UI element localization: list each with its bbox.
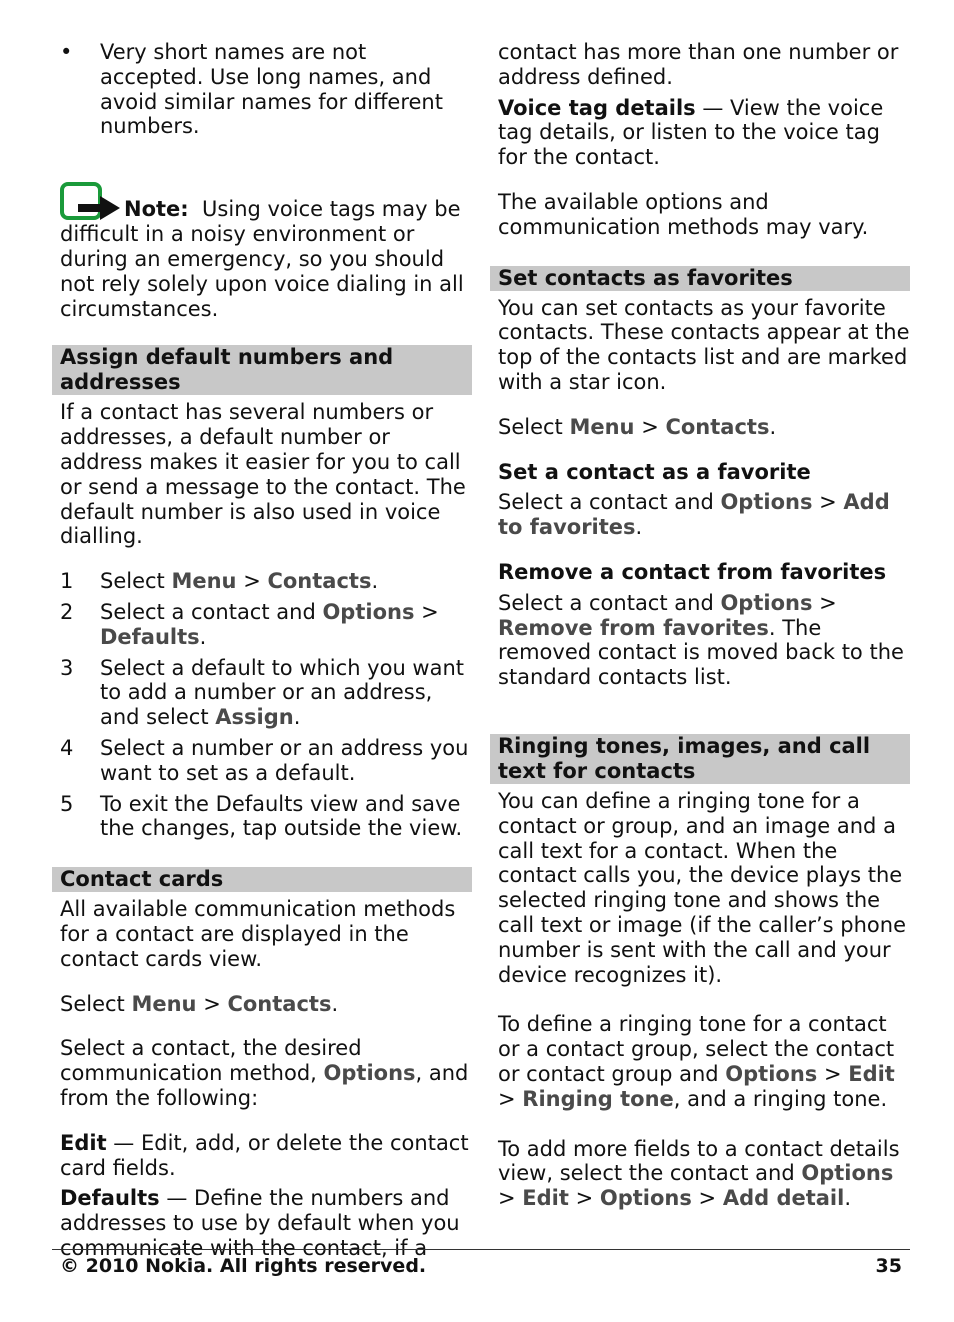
heading-assign-defaults: Assign default numbers and addresses bbox=[52, 345, 472, 395]
heading-contact-cards: Contact cards bbox=[52, 867, 472, 892]
options-term: Options bbox=[725, 1061, 818, 1086]
step-text: Select a default to which you want to add a number or an address, and select Assign. bbox=[100, 655, 465, 730]
ringing-intro: You can define a ringing tone for a contact or group, and an image and a call text for a contact. When the contact calls you, the device plays the selected ringing tone and shows the call text or image (if the caller’s phone number is sent with the call and your device recognizes it). bbox=[498, 788, 907, 987]
ringing-define-text: To define a ringing tone for a contact or a contact group, select the contact or contact group and Options > Edit > Ringing tone, and a ringing tone. bbox=[498, 1012, 895, 1111]
menu-term: Menu bbox=[569, 414, 635, 439]
left-column bbox=[52, 40, 472, 1261]
note-label: Note: bbox=[124, 197, 189, 222]
step-number: 1 bbox=[60, 569, 74, 594]
step-row bbox=[60, 569, 472, 594]
remove-from-favorites-term: Remove from favorites bbox=[498, 615, 769, 640]
set-favorite-text: Select a contact and Options > Add to favorites. bbox=[498, 490, 890, 540]
edit-term: Edit bbox=[848, 1061, 895, 1086]
subheading-set-favorite: Set a contact as a favorite bbox=[498, 459, 811, 484]
add-detail-term: Add detail bbox=[722, 1186, 845, 1211]
defaults-term: Defaults bbox=[60, 1186, 160, 1211]
cards-intro: All available communication methods for a contact are displayed in the contact cards view. bbox=[60, 897, 456, 971]
options-term: Options bbox=[720, 590, 813, 615]
contacts-term: Contacts bbox=[267, 569, 372, 594]
note-text: Using voice tags may be difficult in a noisy environment or during an emergency, so you should not rely solely upon voice dialing in all circumstances. bbox=[60, 197, 464, 321]
step-row bbox=[60, 600, 472, 650]
assign-steps bbox=[52, 569, 472, 841]
cards-select-path: Select Menu > Contacts. bbox=[60, 991, 339, 1016]
contacts-term: Contacts bbox=[665, 414, 770, 439]
options-term: Options bbox=[720, 490, 813, 515]
menu-term: Menu bbox=[131, 991, 197, 1016]
page-number: 35 bbox=[875, 1255, 902, 1277]
contacts-term: Contacts bbox=[227, 991, 332, 1016]
bullet-item bbox=[60, 40, 472, 139]
step-text: To exit the Defaults view and save the changes, tap outside the view. bbox=[100, 791, 463, 841]
step-text: Select a contact and Options > Defaults. bbox=[100, 599, 439, 649]
options-term: Options bbox=[322, 599, 415, 624]
edit-term: Edit bbox=[522, 1186, 569, 1211]
step-number: 3 bbox=[60, 655, 74, 680]
step-number: 2 bbox=[60, 599, 74, 624]
options-term: Options bbox=[323, 1061, 416, 1086]
defaults-term: Defaults bbox=[100, 624, 200, 649]
bullet-text: Very short names are not accepted. Use long names, and avoid similar names for different numbers. bbox=[100, 40, 443, 139]
bullet-mark: • bbox=[60, 40, 73, 64]
step-text: Select a number or an address you want to set as a default. bbox=[100, 735, 469, 785]
ringing-tone-term: Ringing tone bbox=[522, 1086, 674, 1111]
voice-tag-definition: Voice tag details — View the voice tag details, or listen to the voice tag for the contact. bbox=[498, 95, 884, 170]
assign-term: Assign bbox=[215, 705, 294, 730]
note-paragraph bbox=[52, 182, 472, 321]
step-number: 4 bbox=[60, 735, 74, 760]
continued-text: contact has more than one number or address defined. bbox=[498, 40, 899, 89]
edit-definition: Edit — Edit, add, or delete the contact card fields. bbox=[60, 1130, 469, 1180]
note-icon bbox=[60, 182, 122, 222]
heading-favorites: Set contacts as favorites bbox=[490, 266, 910, 291]
page-footer bbox=[52, 1249, 910, 1278]
heading-ringing-tones: Ringing tones, images, and call text for contacts bbox=[490, 734, 910, 784]
voice-tag-term: Voice tag details bbox=[498, 95, 696, 120]
remove-favorite-text: Select a contact and Options > Remove from favorites. The removed contact is moved back to the standard contacts list. bbox=[498, 590, 904, 690]
copyright: © 2010 Nokia. All rights reserved. bbox=[60, 1255, 427, 1277]
options-term: Options bbox=[801, 1161, 894, 1186]
step-row bbox=[60, 792, 472, 842]
defaults-definition: Defaults — Define the numbers and addresses to use by default when you communicate with the contact, if a bbox=[60, 1186, 460, 1260]
edit-term: Edit bbox=[60, 1130, 107, 1155]
step-row bbox=[60, 656, 472, 730]
favorites-select-path: Select Menu > Contacts. bbox=[498, 414, 777, 439]
options-term: Options bbox=[599, 1186, 692, 1211]
menu-term: Menu bbox=[171, 569, 237, 594]
assign-intro: If a contact has several numbers or addresses, a default number or address makes it easier for you to call or send a message to the contact. The default number is also used in voice dialling. bbox=[60, 400, 466, 549]
options-vary-note: The available options and communication methods may vary. bbox=[498, 189, 869, 239]
step-row bbox=[60, 736, 472, 786]
step-text: Select Menu > Contacts. bbox=[100, 569, 379, 594]
right-column bbox=[490, 40, 910, 1211]
add-to-favorites-term: Add to favorites bbox=[498, 490, 890, 540]
favorites-intro: You can set contacts as your favorite contacts. These contacts appear at the top of the contacts list and are marked with a star icon. bbox=[498, 295, 910, 394]
step-number: 5 bbox=[60, 791, 74, 816]
subheading-remove-favorite: Remove a contact from favorites bbox=[498, 559, 887, 584]
cards-choose: Select a contact, the desired communication method, Options, and from the following: bbox=[60, 1036, 469, 1110]
add-fields-text: To add more fields to a contact details view, select the contact and Options > Edit > Options > Add detail. bbox=[498, 1136, 900, 1211]
